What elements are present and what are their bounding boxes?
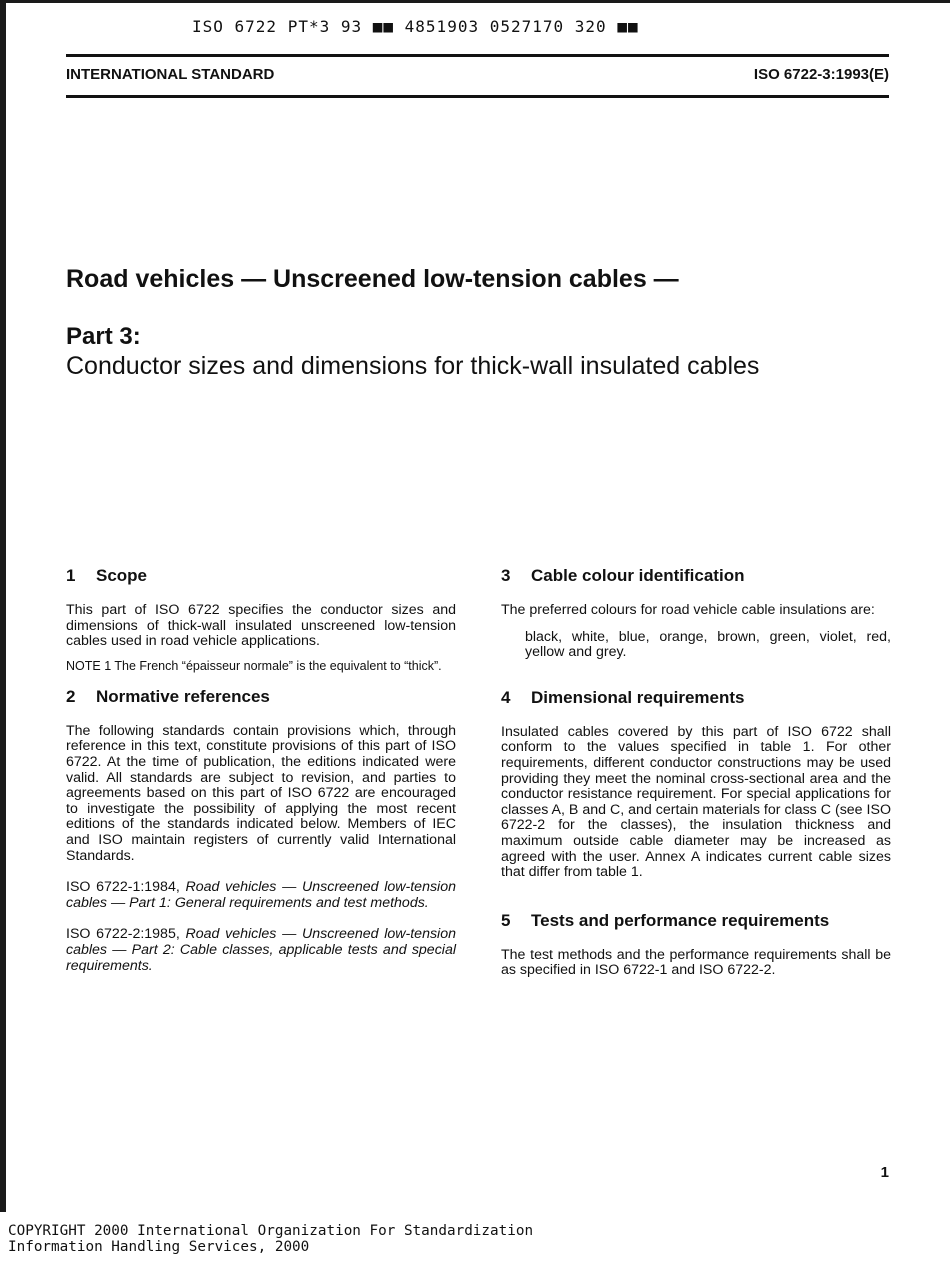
scope-note: NOTE 1 The French “épaisseur normale” is the equivalent to “thick”. [66, 658, 442, 673]
reference-code: ISO 6722-2:1985, [66, 926, 180, 943]
copyright-line-2: Information Handling Services, 2000 [8, 1239, 310, 1255]
scope-body: This part of ISO 6722 specifies the conductor sizes and dimensions of thick-wall insulated unscreened low-tension cables used in road vehicle applications. [66, 602, 456, 650]
left-column [66, 566, 456, 974]
right-column [501, 566, 891, 979]
part-subtitle: Conductor sizes and dimensions for thick-wall insulated cables [66, 352, 760, 380]
header-rule-bottom [66, 95, 889, 98]
dimensional-body: Insulated cables covered by this part of ISO 6722 shall conform to the values specified in table 1. For other requirements, different conductor constructions may be used providing they meet the nominal cross-sectional area and the conductor resistance requirement. For special applications for classes A, B and C, and certain materials for class C (see ISO 6722-2 for the classes), the insulation thickness and maximum outside cable diameter may be increased as agreed with the user. Annex A indicates current cable sizes that differ from table 1. [501, 723, 891, 881]
section-title: Dimensional requirements [531, 687, 745, 707]
part-label: Part 3: [66, 323, 141, 350]
section-number: 2 [66, 686, 76, 706]
reference-iso-6722-1 [66, 880, 456, 911]
colour-list: black, white, blue, orange, brown, green, violet, red, yellow and grey. [525, 628, 891, 661]
reference-iso-6722-2 [66, 927, 456, 974]
page-number: 1 [880, 1164, 889, 1181]
scan-left-edge [0, 0, 6, 1212]
header-rule-top [66, 54, 889, 57]
section-number: 3 [501, 566, 511, 585]
reference-title: Road vehicles — Unscreened low-tension cables — Part 2: Cable classes, applicable tests and special requirements. [66, 926, 456, 974]
colour-body: The preferred colours for road vehicle cable insulations are: [501, 602, 875, 618]
copyright-line-1: COPYRIGHT 2000 International Organization For Standardization [8, 1223, 534, 1239]
copyright-footer [8, 1223, 533, 1255]
section-heading-dimensional [501, 688, 891, 708]
section-number: 4 [501, 687, 511, 707]
section-heading-scope [66, 566, 456, 586]
section-heading-cable-colour [501, 566, 891, 586]
section-heading-tests [501, 911, 891, 931]
header-standard-number: ISO 6722-3:1993(E) [753, 66, 889, 83]
section-title: Tests and performance requirements [531, 910, 830, 930]
document-title: Road vehicles — Unscreened low-tension cables — [66, 265, 679, 293]
scan-barcode-line: ISO 6722 PT*3 93 ■■ 4851903 0527170 320 ■■ [192, 17, 639, 36]
normative-body: The following standards contain provisions which, through reference in this text, constitute provisions of this part of ISO 6722. At the time of publication, the editions indicated were valid. All standards are subject to revision, and parties to agreements based on this part of ISO 6722 are encouraged to investigate the possibility of applying the most recent editions of the standards indicated below. Members of IEC and ISO maintain registers of currently valid International Standards. [66, 722, 456, 864]
section-title: Normative references [96, 686, 270, 706]
tests-body: The test methods and the performance requirements shall be as specified in ISO 6722-1 and ISO 6722-2. [501, 946, 891, 979]
section-heading-normative-references [66, 687, 456, 707]
section-number: 5 [501, 910, 511, 930]
reference-title: Road vehicles — Unscreened low-tension cables — Part 1: General requirements and test methods. [66, 879, 456, 911]
header-standard-type: INTERNATIONAL STANDARD [66, 66, 275, 83]
reference-code: ISO 6722-1:1984, [66, 879, 180, 896]
section-title: Cable colour identification [531, 566, 745, 585]
section-title: Scope [96, 566, 148, 585]
scan-top-border [0, 0, 950, 3]
section-number: 1 [66, 566, 76, 585]
